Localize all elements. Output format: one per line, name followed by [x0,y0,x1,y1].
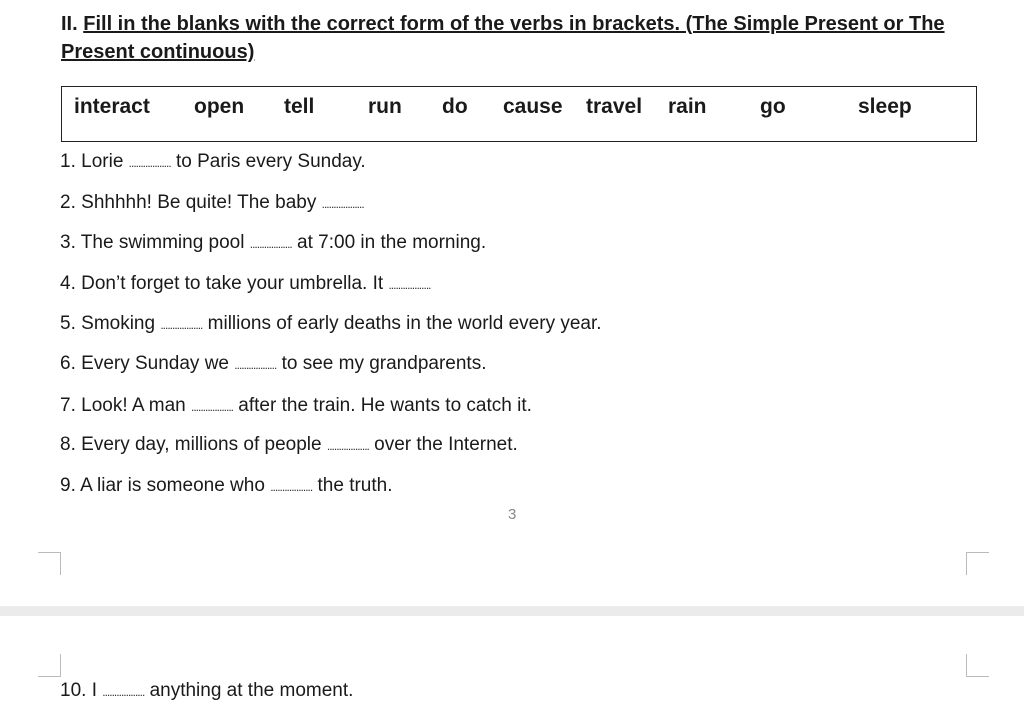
item-number: 5. [60,313,76,334]
answer-blank[interactable]: .................. [128,156,171,170]
item-text-before: Shhhhh! Be quite! The baby [81,192,317,213]
item-text-after: at 7:00 in the morning. [297,232,487,253]
item-text-before: Smoking [81,313,156,334]
word-bank [61,86,977,142]
list-item [60,151,366,173]
word-bank-item: travel [586,95,643,118]
item-text-before: Every day, millions of people [81,434,322,455]
word-bank-item: run [368,95,402,118]
word-bank-item: tell [284,95,315,118]
answer-blank[interactable]: .................. [249,237,292,251]
item-text-before: Every Sunday we [81,353,229,374]
exercise-heading [61,10,961,66]
item-text-after: to see my grandparents. [281,353,487,374]
item-text-after: the truth. [317,475,393,496]
item-number: 1. [60,151,76,172]
word-bank-item: interact [74,95,150,118]
answer-blank[interactable]: .................. [388,278,431,292]
item-number: 6. [60,353,76,374]
answer-blank[interactable]: .................. [102,685,145,699]
item-number: 9. [60,475,76,496]
item-text-before: A liar is someone who [80,475,265,496]
list-item [60,232,486,254]
crop-mark [38,654,61,677]
page-number: 3 [508,506,517,523]
item-text-before: Don’t forget to take your umbrella. It [81,273,384,294]
item-text-before: I [91,680,97,701]
item-text-before: Look! A man [81,395,186,416]
exercise-number: II. [61,13,78,35]
item-text-after: to Paris every Sunday. [175,151,366,172]
crop-mark [966,654,989,677]
item-text-before: Lorie [81,151,124,172]
answer-blank[interactable]: .................. [270,480,313,494]
list-item [60,395,532,417]
exercise-instructions: Fill in the blanks with the correct form of the verbs in brackets. (The Simple Present or The Present continuous) [61,13,945,63]
list-item [60,192,364,214]
answer-blank[interactable]: .................. [321,197,364,211]
item-number: 7. [60,395,76,416]
list-item [60,353,486,375]
crop-mark [38,552,61,575]
answer-blank[interactable]: .................. [234,358,277,372]
item-number: 3. [60,232,76,253]
answer-blank[interactable]: .................. [160,318,203,332]
list-item [60,273,430,295]
item-number: 4. [60,273,76,294]
item-text-before: The swimming pool [80,232,245,253]
crop-mark [966,552,989,575]
item-number: 10. [60,680,87,701]
word-bank-item: rain [668,95,707,118]
list-item [60,475,393,497]
item-number: 2. [60,192,76,213]
item-number: 8. [60,434,76,455]
word-bank-item: open [194,95,245,118]
list-item [60,313,602,335]
answer-blank[interactable]: .................. [326,439,369,453]
word-bank-item: sleep [858,95,912,118]
word-bank-item: do [442,95,468,118]
word-bank-item: go [760,95,786,118]
item-text-after: millions of early deaths in the world every year. [207,313,602,334]
list-item [60,680,353,702]
item-text-after: over the Internet. [374,434,518,455]
answer-blank[interactable]: .................. [191,400,234,414]
item-text-after: after the train. He wants to catch it. [238,395,532,416]
word-bank-item: cause [503,95,563,118]
list-item [60,434,518,456]
page-divider [0,606,1024,616]
item-text-after: anything at the moment. [149,680,354,701]
